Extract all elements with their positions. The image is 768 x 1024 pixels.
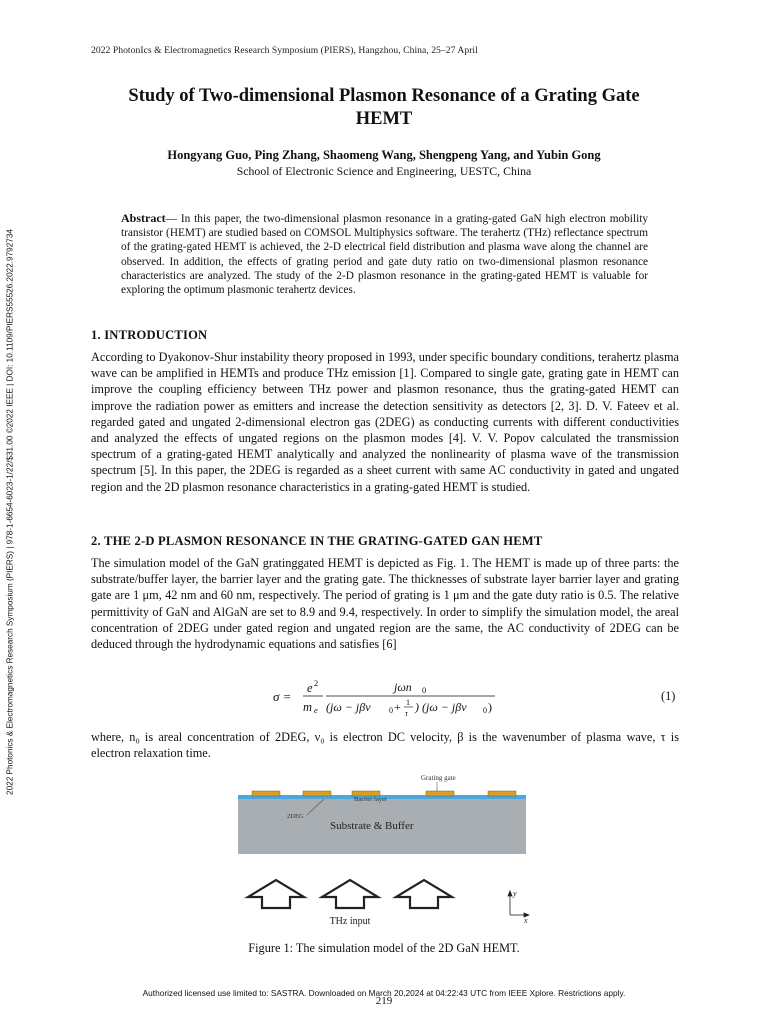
abstract-text: — In this paper, the two-dimensional plasmon resonance in a grating-gated GaN high electron mobility transistor (HEMT) are studied based on COMSOL Multiphysics software. The terahertz (THz) reflectance spectrum of the grating-gated HEMT is achieved, the 2-D electrical field distribution and plasma wave along the channel are observed. In addition, the effects of grating period and gate duty ratio on two-dimensional plasmon resonance characteristics are analyzed. The study of the 2-D plasmon resonance in the grating-gated HEMT is valuable for exploring the optimum plasmonic terahertz devices. — [121, 213, 648, 297]
abstract-label: Abstract — [121, 211, 166, 225]
section-heading-introduction: 1. INTRODUCTION — [91, 328, 208, 342]
section2-paragraph: The simulation model of the GaN gratinggated HEMT is depicted as Fig. 1. The HEMT is made up of three parts: the substrate/buffer layer, the barrier layer and the grating gate. The thicknesses of substrate layer barrier layer and grating gate are 1 μm, 42 nm and 60 nm, respectively. The period of grating is 1 μm and the gate duty ratio is 0.5. The relative permittivity of GaN and AlGaN are set to 8.9 and 9.4, respectively. In order to simplify the simulation model, the areal concentration of 2DEG under gated region and ungated region are the same, the AC conductivity of 2DEG can be deduced through the hydrodynamic equations and satisfies [6] — [91, 556, 679, 652]
license-notice: Authorized licensed use limited to: SASTRA. Downloaded on March 20,2024 at 04:22:43 UTC from IEEE Xplore. Restrictions apply. — [142, 988, 626, 998]
eq-tau-den: τ — [405, 709, 408, 718]
grating-gate-finger — [426, 791, 454, 796]
equation-number: (1) — [661, 689, 676, 703]
grating-gate-finger — [488, 791, 516, 796]
thz-input-arrows — [248, 880, 452, 908]
figure-simulation-model — [230, 770, 530, 930]
axis-indicator-icon — [508, 891, 529, 917]
thz-arrow-icon — [248, 880, 304, 908]
page-number: 219 — [375, 995, 393, 1007]
abstract — [121, 211, 648, 297]
eq-coef-num: e — [307, 681, 313, 695]
eq-tau-num: 1 — [406, 698, 410, 707]
grating-gate-finger — [252, 791, 280, 796]
equation-conductivity — [273, 678, 503, 720]
grating-gate-label: Grating gate — [421, 774, 456, 782]
axis-y-arrowhead — [508, 891, 512, 896]
substrate-label: Substrate & Buffer — [330, 820, 414, 832]
eq-den-left: (jω − jβv — [326, 700, 371, 714]
affiliation: School of Electronic Science and Engineering, UESTC, China — [236, 164, 532, 178]
side-citation-strip — [3, 185, 17, 840]
eq-den-plus: + — [394, 700, 401, 714]
barrier-layer-label: Barrier layer — [354, 796, 388, 803]
eq-den-end: ) — [488, 700, 492, 714]
thz-arrow-icon — [396, 880, 452, 908]
twodeg-label: 2DEG — [287, 813, 304, 820]
thz-arrow-icon — [322, 880, 378, 908]
thz-input-label: THz input — [329, 916, 371, 927]
equation-explanation: where, n₀ is areal concentration of 2DEG, ν₀ is electron DC velocity, β is the wavenumber of plasma wave, τ is electron relaxation time. — [91, 730, 679, 761]
title-line-2: HEMT — [355, 109, 413, 129]
running-head: 2022 PhotonIcs & Electromagnetics Research Symposium (PIERS), Hangzhou, China, 25–27 April — [91, 45, 478, 56]
eq-coef-sup: 2 — [314, 678, 319, 688]
eq-frac-num: jωn — [394, 680, 412, 694]
eq-coef-den: m — [303, 700, 313, 714]
author-list: Hongyang Guo, Ping Zhang, Shaomeng Wang, Shengpeng Yang, and Yubin Gong — [167, 148, 601, 162]
title-line-1: Study of Two-dimensional Plasmon Resonance of a Grating Gate — [128, 86, 640, 106]
eq-den-left-sub: 0 — [389, 706, 393, 715]
eq-lhs: σ = — [273, 689, 292, 704]
figure-caption: Figure 1: The simulation model of the 2D GaN HEMT. — [248, 941, 520, 955]
axis-y-label: y — [513, 889, 517, 898]
paper-title — [80, 85, 688, 131]
side-citation-text: 2022 Photonics & Electromagnetics Research Symposium (PIERS) | 978-1-6654-6023-1/22/$31.00 ©2022 IEEE | DOI: 10.1109/PIERS55526.2022.9792734 — [5, 229, 15, 795]
eq-den-right-sub: 0 — [483, 706, 487, 715]
eq-frac-num-sub: 0 — [422, 685, 427, 695]
grating-gate-finger — [303, 791, 331, 796]
introduction-paragraph: According to Dyakonov-Shur instability theory proposed in 1993, under specific boundary conditions, terahertz plasma wave can be amplified in HEMTs and produce THz emission [1]. Compared to single gate, grating gate in HEMT can improve the coupling efficiency between THz power and plasmon resonance, thus the grating-gated HEMT can improve the radiation power as emitters and increase the detection sensitivity as detectors [2, 3]. D. V. Fateev et al. regarded gated and ungated 2-dimensional electron gas (2DEG) as conducting currents with different conductivities and analyzed the effects of ungated regions on the plasmon modes [4]. V. V. Popov calculated the transmission spectrum of a grating-gated HEMT analytically and analyzed the nonlinearity of plasma wave of the transmission spectrum [5]. In this paper, the 2DEG is regarded as a sheet current with same AC conductivity in gated and ungated region and the 2D plasmon resonance characteristics in a grating-gated HEMT is studied. — [91, 350, 679, 494]
eq-den-right: ) (jω − jβv — [415, 700, 467, 714]
section-heading-plasmon-resonance: 2. THE 2-D PLASMON RESONANCE IN THE GRATING-GATED GAN HEMT — [91, 534, 543, 548]
eq-coef-den-sub: e — [314, 705, 318, 715]
axis-x-label: x — [524, 916, 528, 925]
